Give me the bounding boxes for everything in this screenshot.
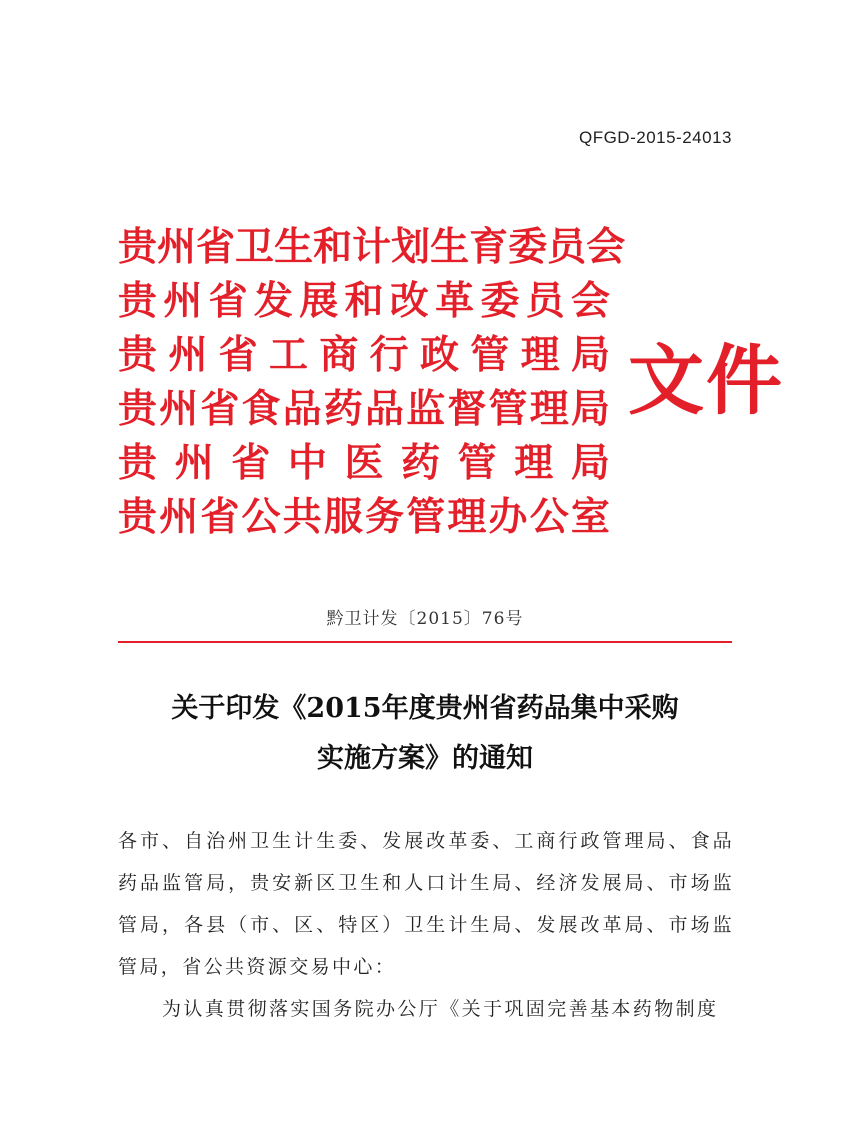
issuer-char: 州 (159, 386, 199, 432)
issuer-char: 会 (570, 278, 610, 324)
issuer-char: 督 (447, 386, 487, 432)
issuer-char: 生 (430, 224, 470, 270)
issuer-block (118, 220, 626, 544)
issuer-char: 省 (231, 440, 271, 486)
issuer-char: 共 (282, 494, 322, 540)
issuer-char: 生 (274, 224, 314, 270)
issuer-char: 贵 (118, 440, 158, 486)
issuer-char: 省 (200, 494, 240, 540)
issuer-char: 员 (547, 224, 587, 270)
document-code: QFGD-2015-24013 (578, 128, 732, 147)
body-paragraph-1: 为认真贯彻落实国务院办公厅《关于巩固完善基本药物制度 (162, 998, 719, 1020)
issuer-char: 商 (319, 332, 359, 378)
issuer-char: 管 (488, 386, 528, 432)
issuer-char: 州 (174, 440, 214, 486)
issuer-char: 食 (241, 386, 281, 432)
red-divider (118, 641, 732, 643)
notice-title (0, 684, 850, 784)
issuer-char: 州 (168, 332, 208, 378)
document-number: 黔卫计发〔2015〕76号 (326, 609, 524, 629)
issuer-char: 局 (570, 440, 610, 486)
issuer-char: 州 (163, 278, 203, 324)
issuer-char: 室 (570, 494, 610, 540)
issuer-char: 监 (406, 386, 446, 432)
issuer-char: 局 (570, 332, 610, 378)
issuer-char: 管 (457, 440, 497, 486)
issuer-char: 贵 (118, 332, 158, 378)
issuer-char: 贵 (118, 278, 158, 324)
issuer-char: 药 (401, 440, 441, 486)
notice-title-line-2: 实施方案》的通知 (317, 743, 533, 774)
issuer-char: 药 (323, 386, 363, 432)
issuer-char: 发 (253, 278, 293, 324)
issuer-line (118, 274, 610, 328)
issuer-line (118, 220, 626, 274)
issuer-line (118, 490, 610, 544)
issuer-char: 委 (508, 224, 548, 270)
issuer-char: 局 (570, 386, 610, 432)
issuer-char: 行 (369, 332, 409, 378)
recipients-paragraph: 各市、自治州卫生计生委、发展改革委、工商行政管理局、食品药品监管局，贵安新区卫生和人口计生局、经济发展局、市场监管局，各县（市、区、特区）卫生计生局、发展改革局、市场监管局，省公共资源交易中心： (118, 830, 734, 978)
issuer-char: 办 (488, 494, 528, 540)
issuer-char: 州 (159, 494, 199, 540)
issuer-char: 革 (435, 278, 475, 324)
issuer-char: 员 (525, 278, 565, 324)
issuer-line (118, 436, 610, 490)
issuer-char: 管 (406, 494, 446, 540)
notice-body (118, 820, 734, 1030)
issuer-char: 育 (469, 224, 509, 270)
issuer-char: 务 (365, 494, 405, 540)
issuer-char: 会 (586, 224, 626, 270)
issuer-char: 贵 (118, 494, 158, 540)
issuer-char: 改 (389, 278, 429, 324)
issuer-char: 理 (447, 494, 487, 540)
issuer-line (118, 382, 610, 436)
issuer-char: 和 (344, 278, 384, 324)
issuer-char: 和 (313, 224, 353, 270)
document-label-wenjian: 文件 (628, 336, 784, 425)
issuer-char: 公 (529, 494, 569, 540)
issuer-char: 省 (200, 386, 240, 432)
issuer-char: 理 (514, 440, 554, 486)
issuer-char: 省 (208, 278, 248, 324)
issuer-char: 卫 (235, 224, 275, 270)
issuer-char: 贵 (118, 386, 158, 432)
issuer-char: 公 (241, 494, 281, 540)
issuer-char: 品 (282, 386, 322, 432)
issuer-char: 服 (323, 494, 363, 540)
issuer-char: 计 (352, 224, 392, 270)
issuer-char: 政 (419, 332, 459, 378)
issuer-char: 贵 (118, 224, 158, 270)
issuer-char: 展 (299, 278, 339, 324)
issuer-char: 州 (157, 224, 197, 270)
issuer-char: 工 (268, 332, 308, 378)
issuer-char: 理 (529, 386, 569, 432)
issuer-char: 管 (470, 332, 510, 378)
issuer-char: 理 (520, 332, 560, 378)
issuer-char: 省 (218, 332, 258, 378)
issuer-char: 中 (287, 440, 327, 486)
notice-title-line-1: 关于印发《2015年度贵州省药品集中采购 (171, 693, 679, 724)
issuer-char: 委 (480, 278, 520, 324)
issuer-char: 划 (391, 224, 431, 270)
issuer-char: 品 (365, 386, 405, 432)
issuer-char: 省 (196, 224, 236, 270)
issuer-line (118, 328, 610, 382)
issuer-char: 医 (344, 440, 384, 486)
